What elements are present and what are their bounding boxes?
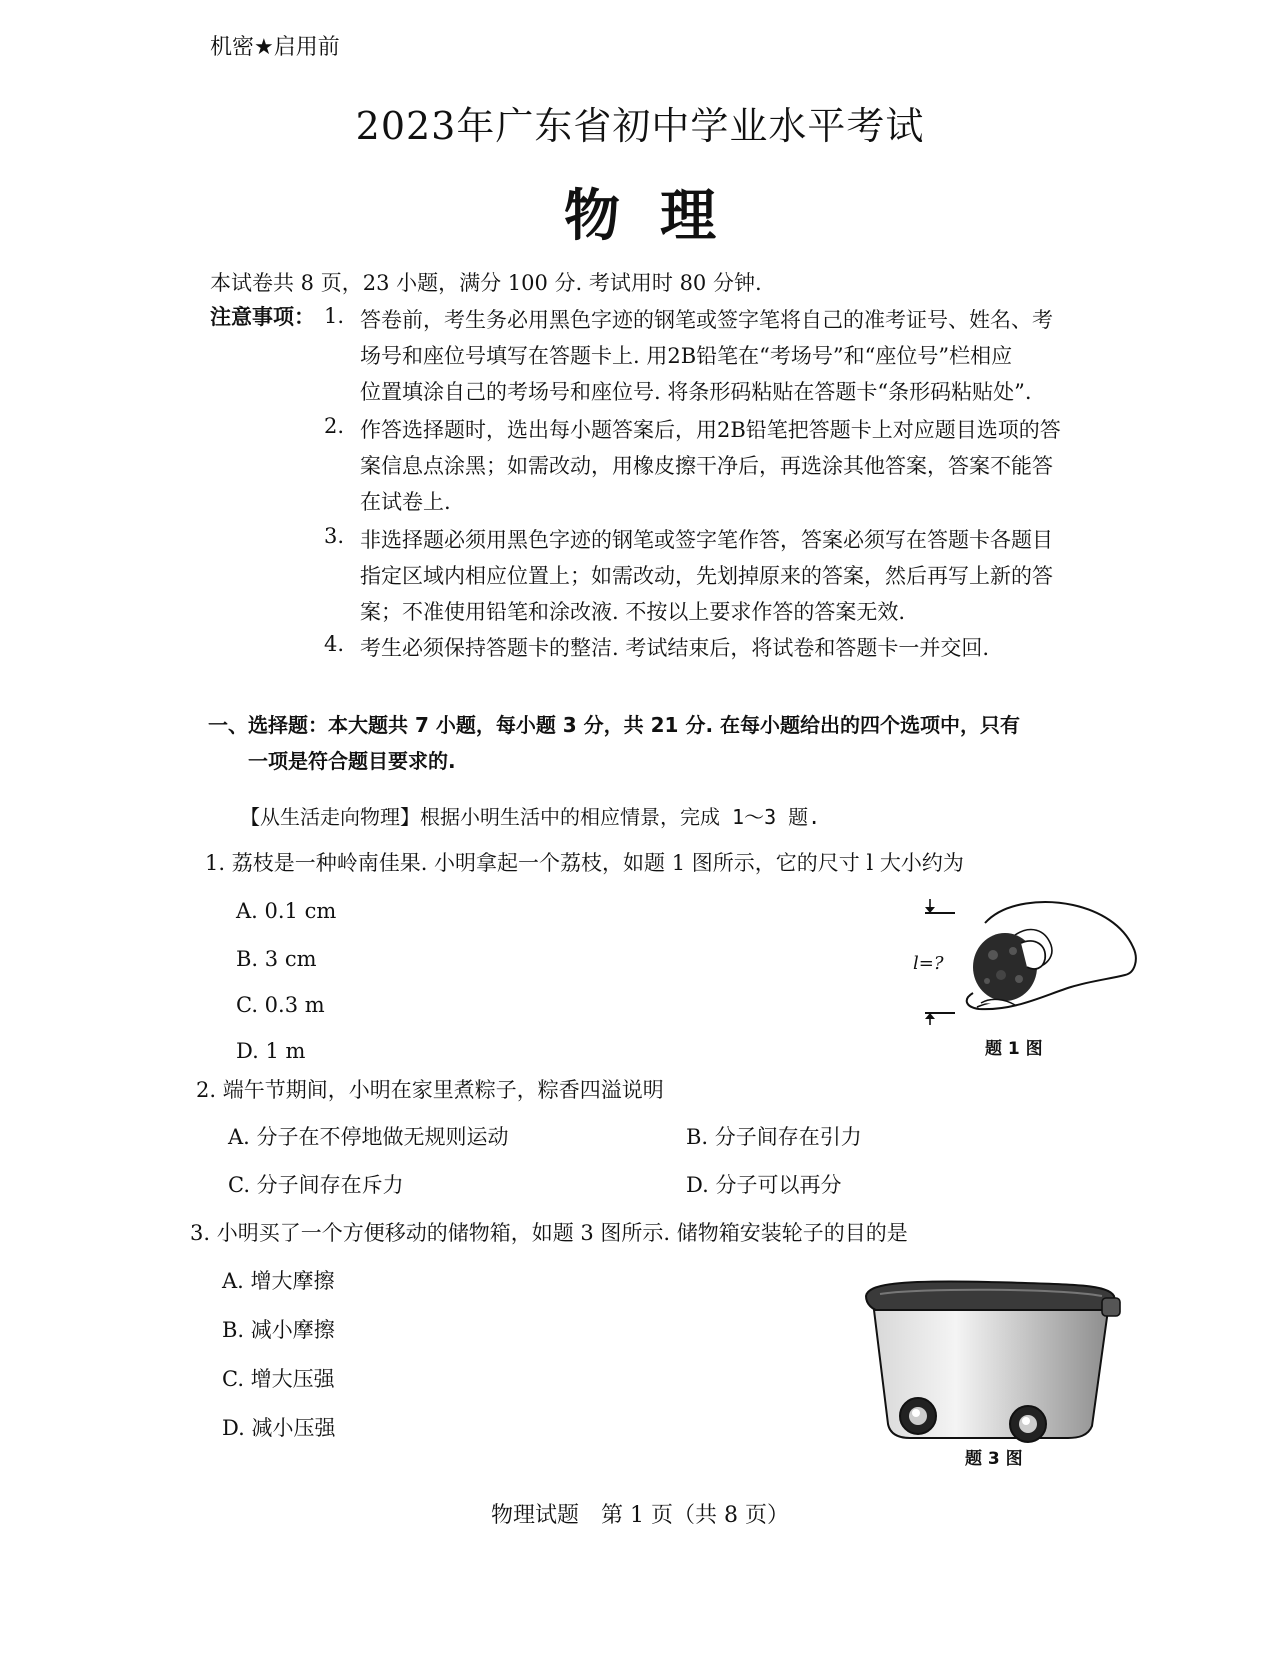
note-2-number: 2. xyxy=(324,414,345,438)
subject-title: 物理 xyxy=(564,184,756,249)
question-1-option-b: B. 3 cm xyxy=(236,947,317,971)
question-1-option-d: D. 1 m xyxy=(236,1039,306,1063)
question-2-option-a: A. 分子在不停地做无规则运动 xyxy=(228,1125,509,1149)
question-2-option-b: B. 分子间存在引力 xyxy=(686,1125,862,1149)
question-1-option-a: A. 0.1 cm xyxy=(236,899,337,923)
figure-1-caption: 题 1 图 xyxy=(985,1039,1043,1059)
question-2-option-d: D. 分子可以再分 xyxy=(686,1173,842,1197)
question-3-option-d: D. 减小压强 xyxy=(222,1416,336,1440)
question-1-option-c: C. 0.3 m xyxy=(236,993,325,1017)
figure-1-lychee-illustration xyxy=(895,895,1145,1025)
figure-3-storage-box-illustration xyxy=(858,1276,1128,1448)
note-1-line-1: 答卷前，考生务必用黑色字迹的钢笔或签字笔将自己的准考证号、姓名、考 xyxy=(360,308,1053,332)
note-1-line-3: 位置填涂自己的考场号和座位号. 将条形码粘贴在答题卡“条形码粘贴处”. xyxy=(360,380,1032,404)
figure-3-caption: 题 3 图 xyxy=(965,1449,1023,1469)
note-2-line-3: 在试卷上. xyxy=(360,490,451,514)
note-1-number: 1. xyxy=(324,304,345,328)
note-1-line-2: 场号和座位号填写在答题卡上. 用2B铅笔在“考场号”和“座位号”栏相应 xyxy=(360,344,1013,368)
note-4-line-1: 考生必须保持答题卡的整洁. 考试结束后，将试卷和答题卡一并交回. xyxy=(360,636,990,660)
note-2-line-2: 案信息点涂黑；如需改动，用橡皮擦干净后，再选涂其他答案，答案不能答 xyxy=(360,454,1053,478)
confidential-mark: 机密★启用前 xyxy=(210,35,340,60)
exam-intro: 本试卷共 8 页，23 小题，满分 100 分. 考试用时 80 分钟. xyxy=(210,271,762,295)
question-2-stem: 2. 端午节期间，小明在家里煮粽子，粽香四溢说明 xyxy=(196,1078,664,1102)
note-2-line-1: 作答选择题时，选出每小题答案后，用2B铅笔把答题卡上对应题目选项的答 xyxy=(360,418,1061,442)
note-3-line-1: 非选择题必须用黑色字迹的钢笔或签字笔作答，答案必须写在答题卡各题目 xyxy=(360,528,1053,552)
question-3-stem: 3. 小明买了一个方便移动的储物箱，如题 3 图所示. 储物箱安装轮子的目的是 xyxy=(190,1221,908,1245)
question-3-option-a: A. 增大摩擦 xyxy=(222,1269,335,1293)
figure-1-dimension-label: l=? xyxy=(913,953,944,974)
note-3-line-2: 指定区域内相应位置上；如需改动，先划掉原来的答案，然后再写上新的答 xyxy=(360,564,1053,588)
exam-title: 2023年广东省初中学业水平考试 xyxy=(355,104,925,148)
question-1-stem: 1. 荔枝是一种岭南佳果. 小明拿起一个荔枝，如题 1 图所示，它的尺寸 l 大小约为 xyxy=(205,851,964,875)
question-3-option-c: C. 增大压强 xyxy=(222,1367,335,1391)
note-3-number: 3. xyxy=(324,524,345,548)
notes-label: 注意事项： xyxy=(210,305,315,329)
note-4-number: 4. xyxy=(324,632,345,656)
section1-heading-line1: 一、选择题：本大题共 7 小题，每小题 3 分，共 21 分. 在每小题给出的四个选项中，只有 xyxy=(208,713,1021,737)
question-3-option-b: B. 减小摩擦 xyxy=(222,1318,335,1342)
page-footer: 物理试题 第 1 页（共 8 页） xyxy=(491,1503,789,1528)
section1-heading-line2: 一项是符合题目要求的. xyxy=(248,749,456,773)
context-bracket: 【从生活走向物理】根据小明生活中的相应情景，完成 1～3 题. xyxy=(240,805,821,829)
question-2-option-c: C. 分子间存在斥力 xyxy=(228,1173,404,1197)
note-3-line-3: 案；不准使用铅笔和涂改液. 不按以上要求作答的答案无效. xyxy=(360,600,906,624)
